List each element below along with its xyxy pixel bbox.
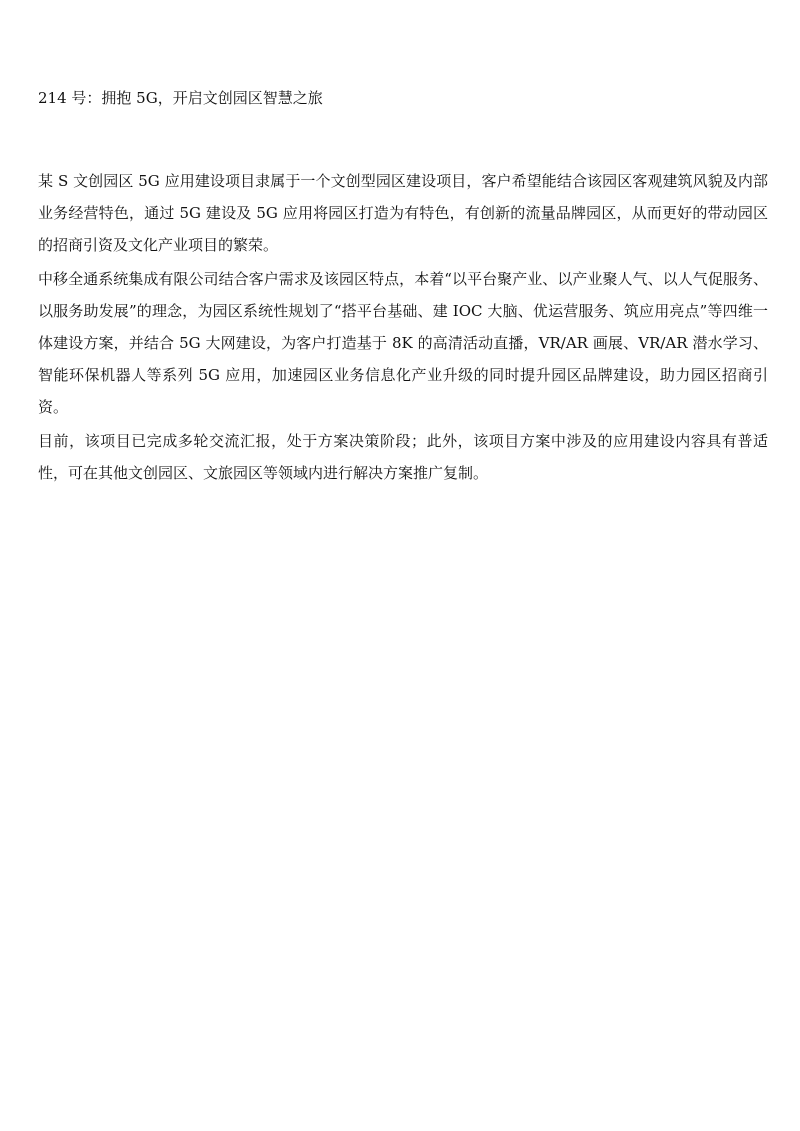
paragraph-solution: 中移全通系统集成有限公司结合客户需求及该园区特点，本着“以平台聚产业、以产业聚人气、以人气促服务、以服务助发展”的理念，为园区系统性规划了“搭平台基础、建 IOC 大脑、优运营服务、筑应用亮点”等四维一体建设方案，并结合 5G 大网建设，为客户打造基于 8K 的高清活动直播，VR/AR 画展、VR/AR 潜水学习、智能环保机器人等系列 5G 应用，加速园区业务信息化产业升级的同时提升园区品牌建设，助力园区招商引资。 bbox=[38, 270, 768, 416]
paragraph-status: 目前，该项目已完成多轮交流汇报，处于方案决策阶段；此外，该项目方案中涉及的应用建设内容具有普适性，可在其他文创园区、文旅园区等领域内进行解决方案推广复制。 bbox=[38, 432, 768, 482]
document-body bbox=[38, 86, 768, 491]
document-title: 214 号：拥抱 5G，开启文创园区智慧之旅 bbox=[38, 89, 323, 107]
paragraph-intro: 某 S 文创园区 5G 应用建设项目隶属于一个文创型园区建设项目，客户希望能结合该园区客观建筑风貌及内部业务经营特色，通过 5G 建设及 5G 应用将园区打造为有特色，有创新的流量品牌园区，从而更好的带动园区的招商引资及文化产业项目的繁荣。 bbox=[38, 172, 768, 254]
